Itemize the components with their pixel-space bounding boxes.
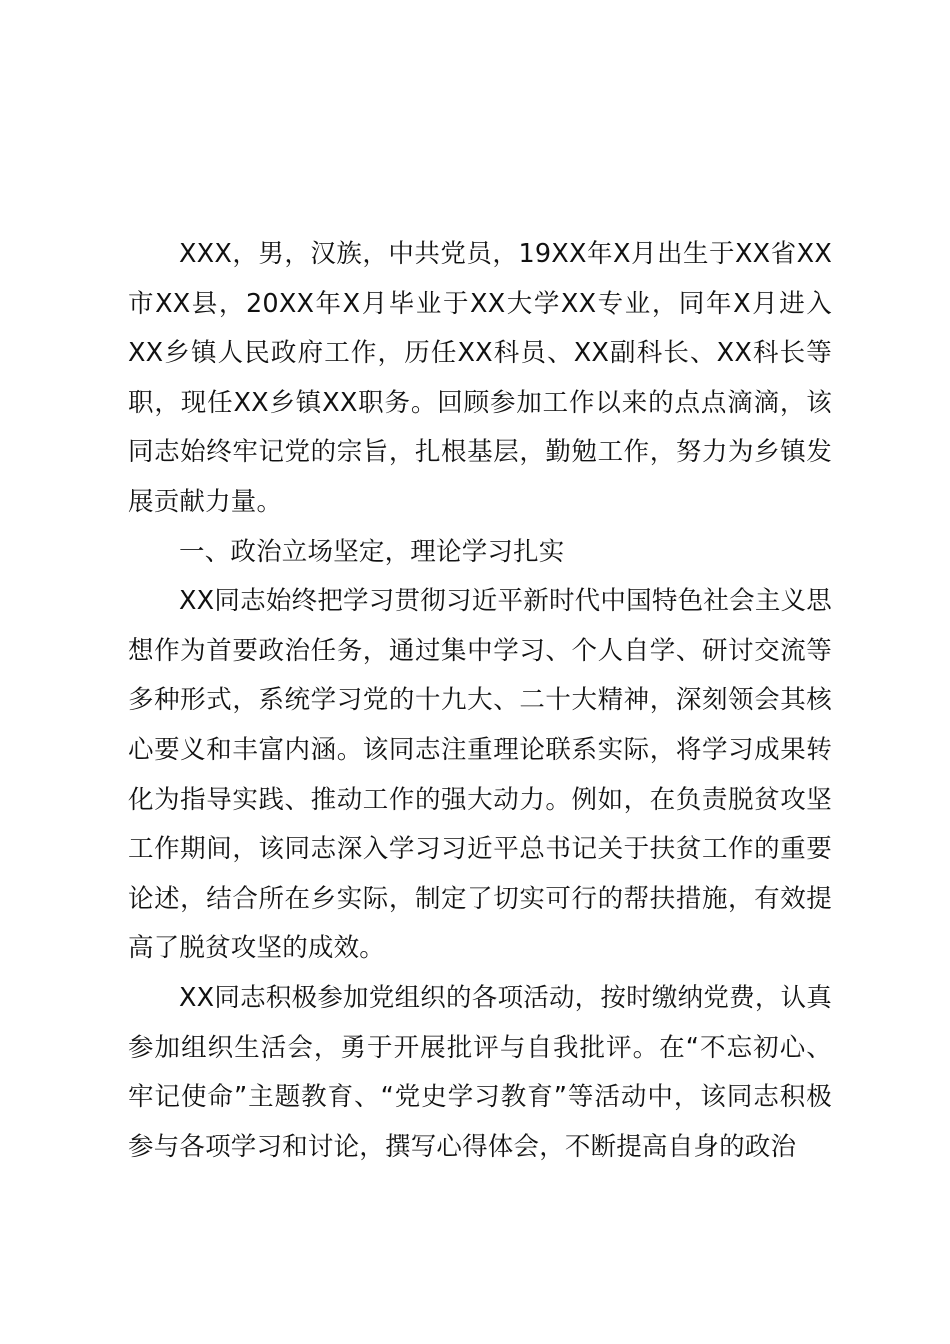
section-heading: 一、政治立场坚定，理论学习扎实: [179, 536, 565, 567]
document-body: [128, 230, 832, 1172]
section-paragraph-1: XX同志始终把学习贯彻习近平新时代中国特色社会主义思想作为首要政治任务，通过集中学习、个人自学、研讨交流等多种形式，系统学习党的十九大、二十大精神，深刻领会其核心要义和丰富内涵。该同志注重理论联系实际，将学习成果转化为指导实践、推动工作的强大动力。例如，在负责脱贫攻坚工作期间，该同志深入学习习近平总书记关于扶贫工作的重要论述，结合所在乡实际，制定了切实可行的帮扶措施，有效提高了脱贫攻坚的成效。: [128, 586, 832, 964]
section-paragraph-2: XX同志积极参加党组织的各项活动，按时缴纳党费，认真参加组织生活会，勇于开展批评与自我批评。在“不忘初心、牢记使命”主题教育、“党史学习教育”等活动中，该同志积极参与各项学习和讨论，撰写心得体会，不断提高自身的政治: [128, 982, 832, 1162]
intro-paragraph: XXX，男，汉族，中共党员，19XX年X月出生于XX省XX市XX县，20XX年X月毕业于XX大学XX专业，同年X月进入XX乡镇人民政府工作，历任XX科员、XX副科长、XX科长等职，现任XX乡镇XX职务。回顾参加工作以来的点点滴滴，该同志始终牢记党的宗旨，扎根基层，勤勉工作，努力为乡镇发展贡献力量。: [128, 239, 832, 517]
